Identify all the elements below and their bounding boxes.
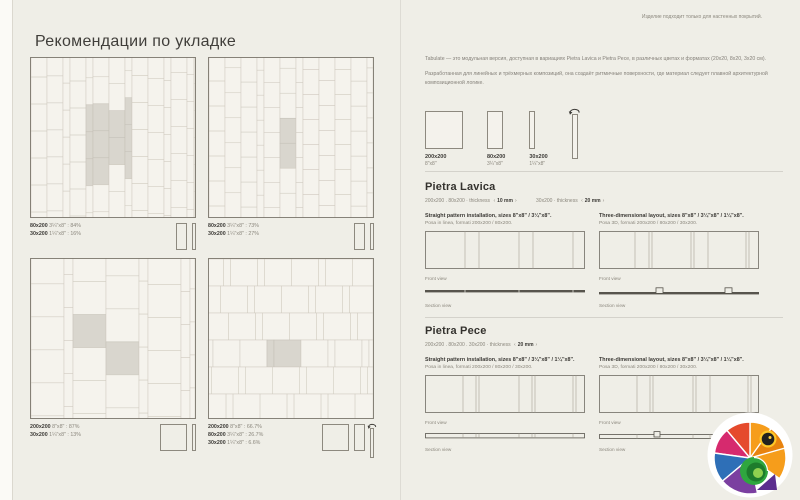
front-view-diagram (425, 375, 585, 413)
format-swatches (425, 111, 602, 167)
front-view-diagram (599, 231, 759, 269)
pattern-block-2 (208, 57, 374, 250)
thickness-specs (425, 342, 785, 348)
page-edge (0, 0, 13, 500)
swatch-200x200: 200x200 8"x8" (425, 111, 463, 167)
ratio-line: 80x200 3¼"x8" : 26.7% (208, 432, 264, 439)
spec-item: 200x200 . 80x200 . 30x200 · thickness ‹ 20 mm › (425, 342, 538, 348)
tile-200x200-icon (425, 111, 463, 149)
tile-pattern-diagram (30, 258, 196, 419)
swatch-30x200-rotated (572, 107, 578, 159)
spec-item: 200x200 . 80x200 · thickness ‹ 10 mm › (425, 198, 517, 204)
section-view-diagram (425, 431, 585, 440)
thickness-specs (425, 198, 785, 204)
ratio-line: 30x200 1¼"x8" : 13% (30, 432, 81, 439)
section-view-diagram (599, 287, 759, 296)
tile-80x200-icon (487, 111, 503, 149)
spec-item: 30x200 · thickness ‹ 20 mm › (536, 198, 605, 204)
tile-80x200-icon (176, 223, 187, 250)
ratio-list (30, 423, 81, 451)
ratio-line: 200x200 8"x8" : 66.7% (208, 424, 262, 430)
ratio-line: 30x200 1¼"x8" : 27% (208, 231, 259, 238)
tile-30x200-icon (192, 223, 196, 250)
vertical-divider (400, 0, 401, 500)
section-title: Pietra Lavica (425, 181, 496, 193)
chameleon-logo (707, 412, 793, 498)
tile-200x200-icon (160, 424, 187, 451)
swatch-80x200: 80x200 3¼"x8" (487, 111, 505, 167)
tile-30x200-icon (192, 424, 196, 451)
three-dimensional-column: Three-dimensional layout, sizes 8"x8" / 3¼"x8" / 1¼"x8". Posa 3D, formati 200x200 / 80x200 / 30x200. Front view Section view (599, 357, 761, 452)
ratio-line: 30x200 1¼"x8" : 6.6% (208, 440, 261, 447)
three-dimensional-column: Three-dimensional layout, sizes 8"x8" / 3¼"x8" / 1¼"x8". Posa 3D, formati 200x200 / 80x200 / 30x200. Front view Section view (599, 213, 761, 308)
wall-covering-note: Изделие подходит только для настенных покрытий. (641, 14, 762, 20)
divider (425, 317, 783, 318)
tile-pattern-diagram (208, 57, 374, 218)
rotation-arrow-icon (568, 107, 582, 116)
straight-pattern-column: Straight pattern installation, sizes 8"x8" / 3¼"x8". Posa in linea, formati 200x200 / 80x200. Front view Section view (425, 213, 587, 308)
straight-pattern-column: Straight pattern installation, sizes 8"x8" / 3¼"x8" / 1¼"x8". Posa in linea, formati 200x200 / 80x200 / 30x200. Front view Section view (425, 357, 587, 452)
pattern-block-1 (30, 57, 196, 250)
tile-30x200-icon (529, 111, 535, 149)
format-icons (176, 222, 196, 250)
tile-30x200-icon (370, 223, 374, 250)
intro-paragraph-1: Tabulate — это модульная версия, доступная в вариациях Pietra Lavica и Pietra Pece, в различных цветах и форматах (20x20, 8x20, 3x20 см). (425, 56, 767, 62)
intro-text (425, 55, 783, 94)
section-title: Pietra Pece (425, 325, 487, 337)
format-icons (322, 423, 374, 458)
pattern-block-4 (208, 258, 374, 458)
tile-80x200-icon (354, 424, 365, 451)
section-pietra-lavica (425, 181, 785, 308)
format-icons (354, 222, 374, 250)
ratio-line: 30x200 1¼"x8" : 16% (30, 231, 81, 238)
pattern-caption (208, 222, 374, 250)
intro-paragraph-2: Разработанная для линейных и трёхмерных композиций, она создаёт ритмичные поверхности, где материал следует плавной архитектурной композиционной логике. (425, 71, 768, 86)
front-view-diagram (599, 375, 759, 413)
page-title: Рекомендации по укладке (35, 32, 237, 50)
rotation-arrow-icon (367, 422, 378, 430)
divider (425, 171, 783, 172)
pattern-caption (30, 222, 196, 250)
swatch-30x200: 30x200 1¼"x8" (529, 111, 547, 167)
pattern-block-3 (30, 258, 196, 451)
tile-30x200-edge-icon (572, 114, 578, 159)
front-view-diagram (425, 231, 585, 269)
format-icons (160, 423, 196, 451)
ratio-line: 200x200 8"x8" : 87% (30, 424, 80, 430)
ratio-line: 80x200 3¼"x8" : 84% (30, 223, 81, 229)
ratio-line: 80x200 3¼"x8" : 73% (208, 223, 259, 229)
pattern-caption (208, 423, 374, 458)
ratio-list (208, 423, 263, 458)
ratio-list (208, 222, 259, 250)
pattern-caption (30, 423, 196, 451)
tile-pattern-diagram (208, 258, 374, 419)
tile-80x200-icon (354, 223, 365, 250)
ratio-list (30, 222, 81, 250)
tile-pattern-diagram (30, 57, 196, 218)
section-view-diagram (425, 287, 585, 296)
tile-200x200-icon (322, 424, 349, 451)
tile-30x200-rotated-icon (370, 428, 374, 458)
